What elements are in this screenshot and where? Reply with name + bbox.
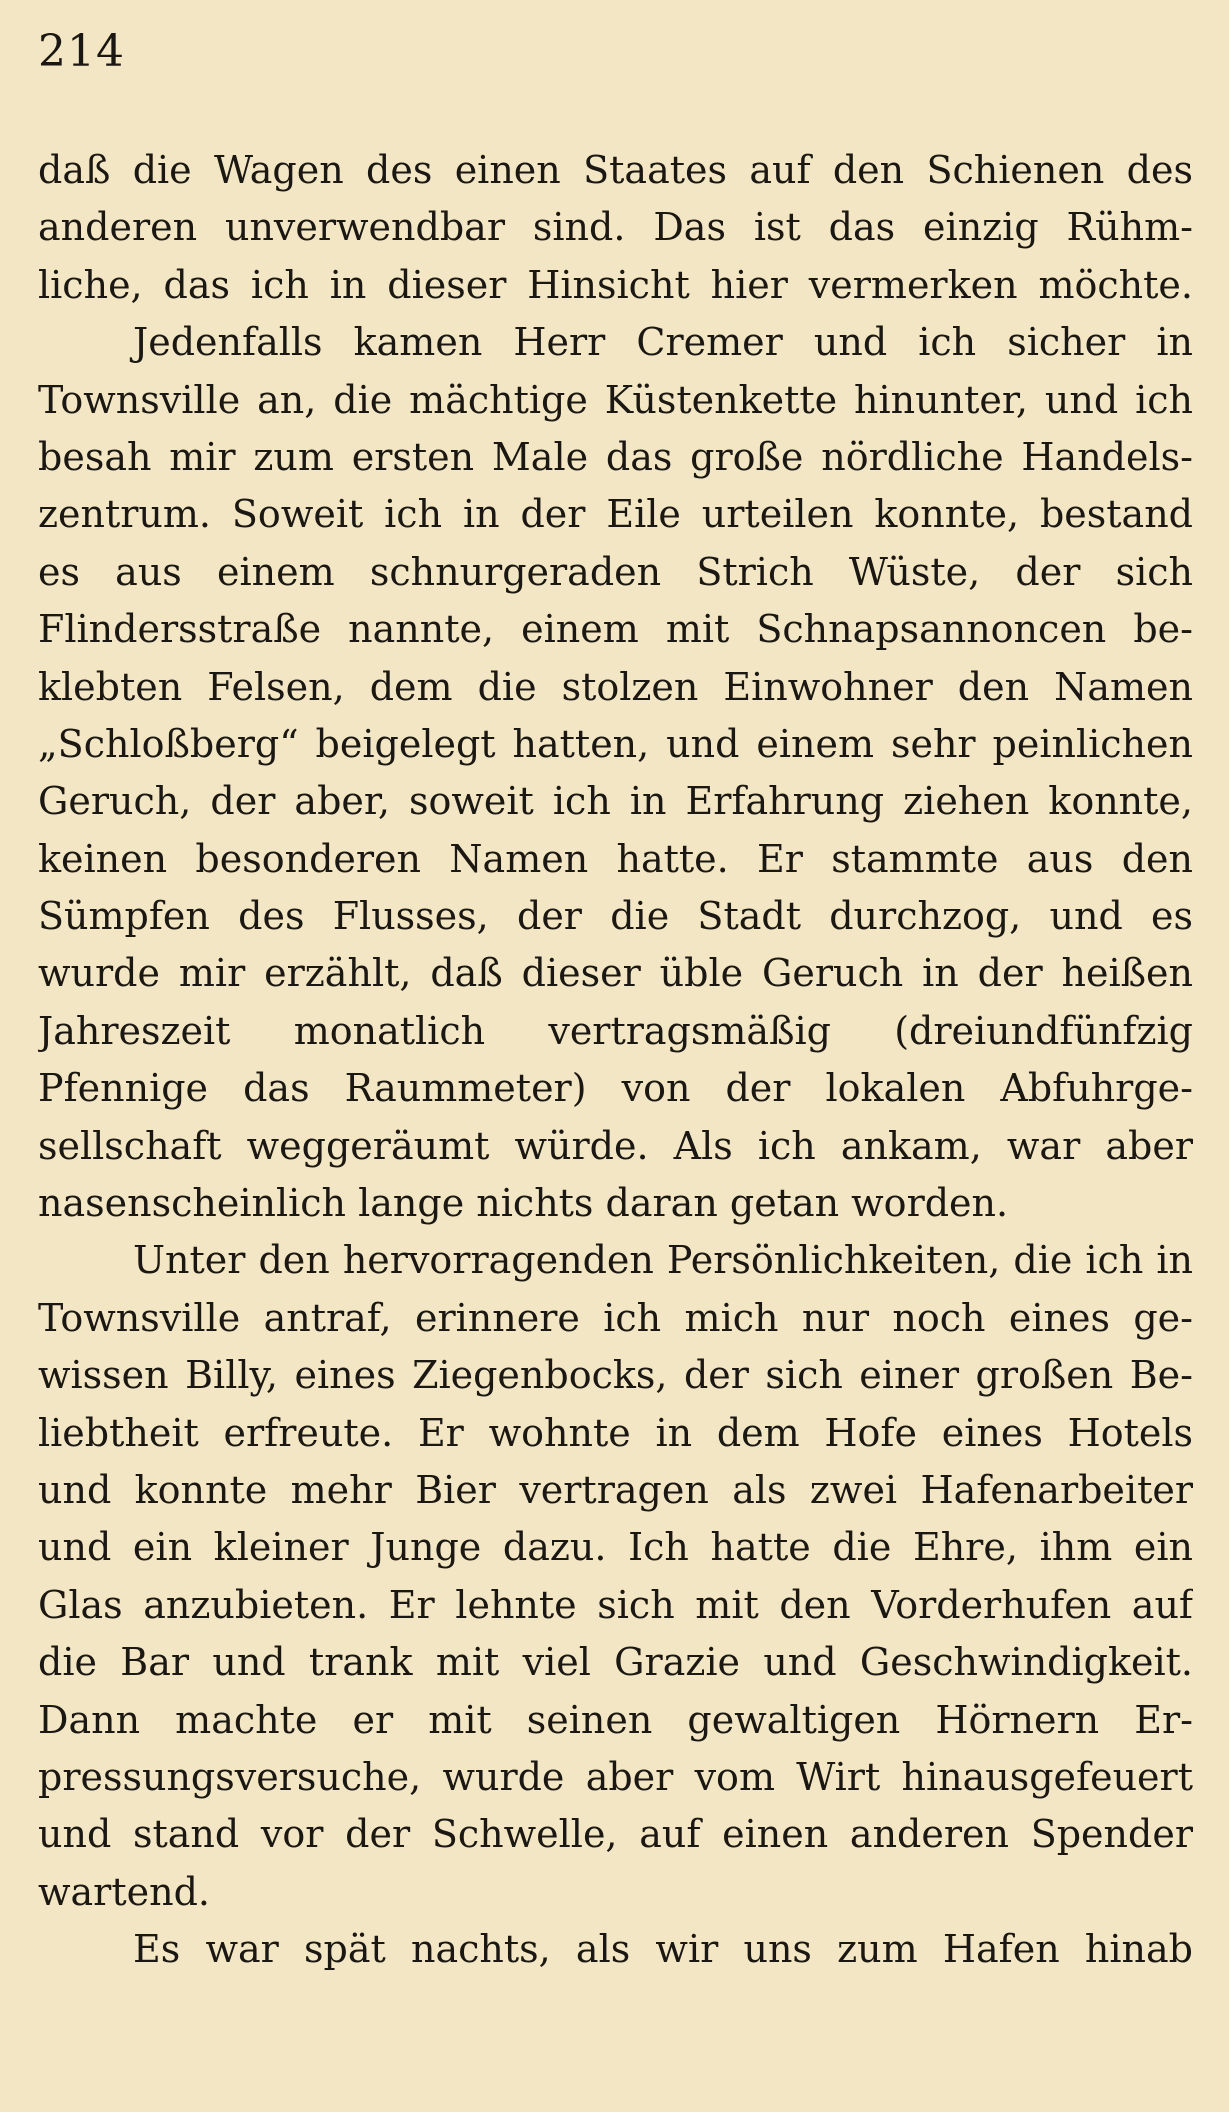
text-line: es aus einem schnurgeraden Strich Wüste, der sich: [38, 549, 1193, 594]
text-line: liebtheit erfreute. Er wohnte in dem Hofe eines Hotels: [38, 1410, 1193, 1455]
text-line: Glas anzubieten. Er lehnte sich mit den Vorderhufen auf: [38, 1582, 1193, 1627]
text-line: anderen unverwendbar sind. Das ist das einzig Rühm-: [38, 205, 1193, 250]
text-line: wissen Billy, eines Ziegenbocks, der sich einer großen Be-: [38, 1353, 1193, 1398]
text-line: und konnte mehr Bier vertragen als zwei Hafenarbeiter: [38, 1467, 1193, 1512]
text-line: nasenscheinlich lange nichts daran getan worden.: [38, 1181, 1009, 1226]
text-line: klebten Felsen, dem die stolzen Einwohner den Namen: [38, 664, 1193, 709]
text-line: „Schloßberg“ beigelegt hatten, und einem sehr peinlichen: [38, 721, 1193, 766]
text-line: Sümpfen des Flusses, der die Stadt durchzog, und es: [38, 894, 1193, 939]
text-line: wurde mir erzählt, daß dieser üble Geruch in der heißen: [38, 951, 1193, 996]
text-line: keinen besonderen Namen hatte. Er stammte aus den: [38, 836, 1193, 881]
body-text: [38, 142, 1193, 1979]
page-number: 214: [38, 26, 125, 77]
text-line: die Bar und trank mit viel Grazie und Geschwindigkeit.: [38, 1640, 1193, 1685]
text-line: Jahreszeit monatlich vertragsmäßig (dreiundfünfzig: [38, 1008, 1193, 1053]
text-line: besah mir zum ersten Male das große nördliche Handels-: [38, 434, 1193, 479]
text-line: Unter den hervorragenden Persönlichkeiten, die ich in: [133, 1238, 1193, 1283]
text-line: sellschaft weggeräumt würde. Als ich ankam, war aber: [38, 1123, 1193, 1168]
text-line: Jedenfalls kamen Herr Cremer und ich sicher in: [133, 320, 1193, 365]
text-line: zentrum. Soweit ich in der Eile urteilen konnte, bestand: [38, 492, 1193, 537]
text-line: liche, das ich in dieser Hinsicht hier vermerken möchte.: [38, 262, 1193, 307]
text-line: und stand vor der Schwelle, auf einen anderen Spender: [38, 1812, 1193, 1857]
text-line: Geruch, der aber, soweit ich in Erfahrung ziehen konnte,: [38, 779, 1193, 824]
text-line: Flindersstraße nannte, einem mit Schnapsannoncen be-: [38, 607, 1193, 652]
text-line: daß die Wagen des einen Staates auf den Schienen des: [38, 148, 1193, 192]
text-line: Dann machte er mit seinen gewaltigen Hörnern Er-: [38, 1697, 1193, 1742]
text-line: Es war spät nachts, als wir uns zum Hafen hinab: [133, 1927, 1193, 1972]
text-line: pressungsversuche, wurde aber vom Wirt hinausgefeuert: [38, 1754, 1193, 1799]
text-line: Townsville antraf, erinnere ich mich nur noch eines ge-: [38, 1295, 1193, 1340]
text-line: Townsville an, die mächtige Küstenkette hinunter, und ich: [38, 377, 1193, 422]
text-line: wartend.: [38, 1869, 210, 1914]
text-line: Pfennige das Raummeter) von der lokalen Abfuhrge-: [38, 1066, 1193, 1111]
text-line: und ein kleiner Junge dazu. Ich hatte die Ehre, ihm ein: [38, 1525, 1193, 1570]
